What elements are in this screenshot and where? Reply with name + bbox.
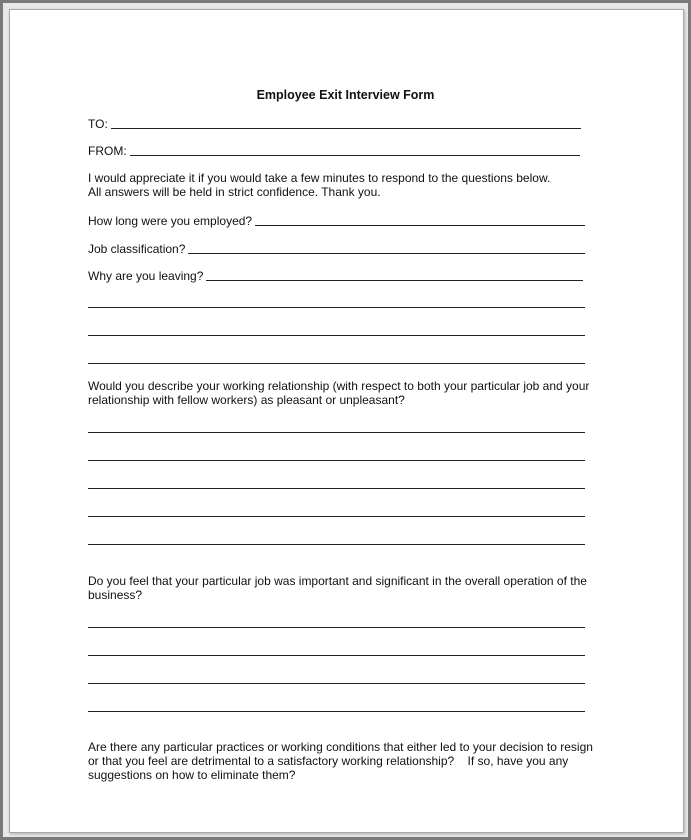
employment-length-field[interactable] (88, 212, 585, 228)
job-importance-answer-line[interactable] (88, 683, 585, 684)
working-relationship-answer-line[interactable] (88, 432, 585, 433)
question-line: business? (88, 588, 143, 602)
to-input-line[interactable] (111, 128, 581, 129)
reason-leaving-answer-line[interactable] (88, 335, 585, 336)
job-classification-label: Job classification? (88, 242, 186, 256)
form-title: Employee Exit Interview Form (256, 88, 435, 102)
working-relationship-answer-line[interactable] (88, 516, 585, 517)
job-importance-answer-line[interactable] (88, 711, 585, 712)
intro-line: I would appreciate it if you would take a few minutes to respond to the questions below. (88, 171, 551, 185)
job-importance-answer-line[interactable] (88, 655, 585, 656)
job-importance-answer-line[interactable] (88, 627, 585, 628)
question-line: Are there any particular practices or working conditions that either led to your decision to resign (88, 740, 593, 754)
working-relationship-answer-line[interactable] (88, 544, 585, 545)
reason-leaving-input-line[interactable] (206, 280, 583, 281)
intro-paragraph (88, 171, 608, 199)
intro-line: All answers will be held in strict confidence. Thank you. (88, 185, 381, 199)
from-input-line[interactable] (130, 155, 580, 156)
from-field[interactable] (88, 142, 580, 158)
to-label: TO: (88, 117, 108, 131)
question-line: Do you feel that your particular job was important and significant in the overall operation of the (88, 574, 587, 588)
question-line: or that you feel are detrimental to a satisfactory working relationship? If so, have you any (88, 754, 569, 768)
reason-leaving-answer-line[interactable] (88, 307, 585, 308)
to-field[interactable] (88, 115, 581, 131)
reason-leaving-answer-line[interactable] (88, 363, 585, 364)
employment-length-input-line[interactable] (255, 225, 585, 226)
working-relationship-answer-line[interactable] (88, 460, 585, 461)
employment-length-label: How long were you employed? (88, 214, 253, 228)
working-relationship-answer-line[interactable] (88, 488, 585, 489)
job-classification-input-line[interactable] (188, 253, 585, 254)
question-line: relationship with fellow workers) as pleasant or unpleasant? (88, 393, 405, 407)
job-classification-field[interactable] (88, 240, 585, 256)
question-line: Would you describe your working relationship (with respect to both your particular job and your (88, 379, 590, 393)
job-importance-question (88, 574, 608, 602)
from-label: FROM: (88, 144, 127, 158)
working-relationship-question (88, 379, 608, 407)
reason-leaving-field[interactable] (88, 267, 583, 283)
practices-question (88, 740, 608, 782)
question-line: suggestions on how to eliminate them? (88, 768, 296, 782)
reason-leaving-label: Why are you leaving? (88, 269, 204, 283)
